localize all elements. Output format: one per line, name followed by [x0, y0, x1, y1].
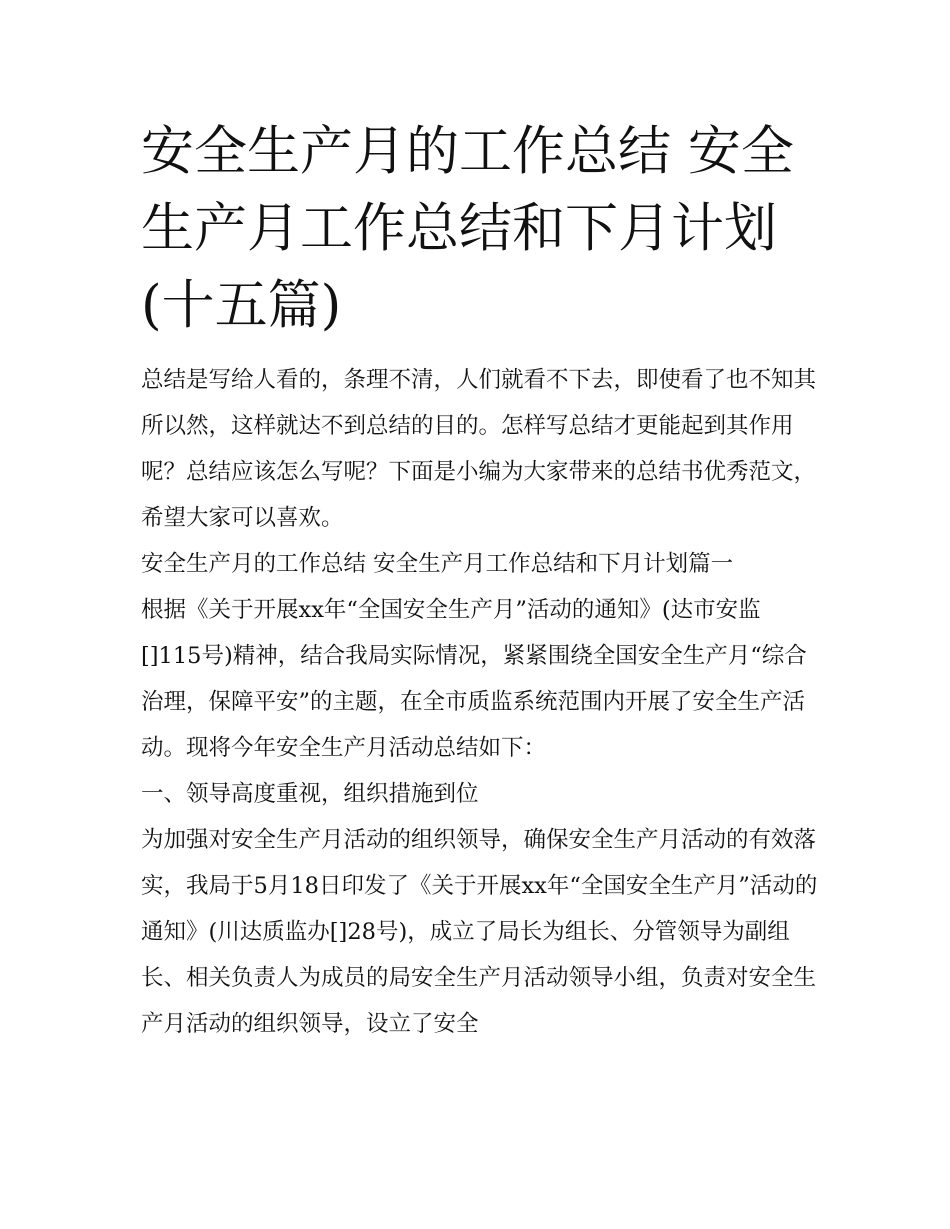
intro-paragraph: 总结是写给人看的，条理不清，人们就看不下去，即使看了也不知其所以然，这样就达不到总结的目的。怎样写总结才更能起到其作用呢？总结应该怎么写呢？下面是小编为大家带来的总结书优秀范文，希望大家可以喜欢。 — [141, 367, 817, 531]
document-title: 安全生产月的工作总结 安全生产月工作总结和下月计划(十五篇) — [141, 121, 794, 336]
section-heading: 安全生产月的工作总结 安全生产月工作总结和下月计划篇一 — [141, 551, 734, 577]
subsection-heading: 一、领导高度重视，组织措施到位 — [141, 781, 479, 807]
body-paragraph: 根据《关于开展xx年“全国安全生产月”活动的通知》(达市安监[]115号)精神，结合我局实际情况，紧紧围绕全国安全生产月“综合治理，保障平安”的主题，在全市质监系统范围内开展了安全生产活动。现将今年安全生产月活动总结如下： — [141, 597, 807, 761]
body-paragraph: 为加强对安全生产月活动的组织领导，确保安全生产月活动的有效落实，我局于5月18日印发了《关于开展xx年“全国安全生产月”活动的通知》(川达质监办[]28号)，成立了局长为组长、分管领导为副组长、相关负责人为成员的局安全生产月活动领导小组，负责对安全生产月活动的组织领导，设立了安全 — [141, 827, 818, 1037]
document-body — [141, 357, 821, 1047]
